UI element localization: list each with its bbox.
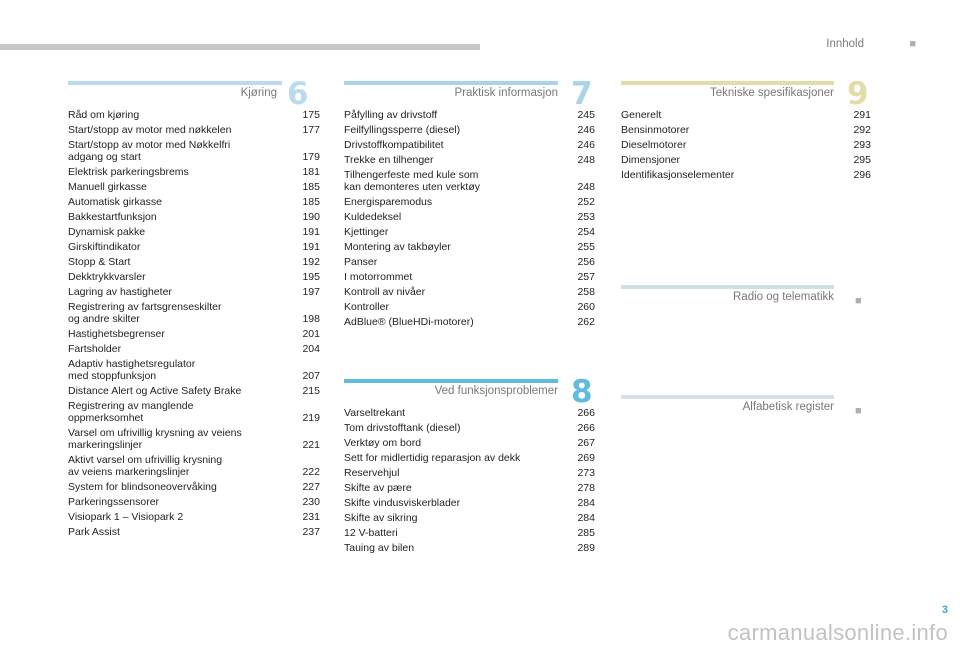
entry-title: Distance Alert og Active Safety Brake [68,385,242,397]
toc-entry[interactable] [344,169,595,193]
toc-entry[interactable] [344,437,595,449]
entry-page: 269 [577,452,595,464]
entry-title: Tom drivstofftank (diesel) [344,422,461,434]
toc-entry[interactable] [68,385,320,397]
entry-title: Skifte vindusviskerblader [344,497,461,509]
section-bar [344,81,558,85]
toc-entry[interactable] [68,286,320,298]
entry-page: 185 [302,196,320,208]
section-bar [621,81,834,85]
toc-entry[interactable] [68,241,320,253]
toc-entry[interactable] [68,109,320,121]
toc-entry[interactable] [68,256,320,268]
entry-title: Trekke en tilhenger [344,154,434,166]
entry-title: Start/stopp av motor med nøkkelen [68,124,232,136]
entry-page: 198 [302,313,320,325]
entry-page: 191 [302,226,320,238]
toc-entry[interactable] [621,109,871,121]
entry-title: Energisparemodus [344,196,433,208]
entry-title: Sett for midlertidig reparasjon av dekk [344,452,521,464]
toc-entry[interactable] [621,154,871,166]
section-dot-icon: ■ [855,405,862,417]
section-bar [621,285,834,289]
entry-title: Montering av takbøyler [344,241,451,253]
entry-page: 248 [577,181,595,193]
entry-page: 262 [577,316,595,328]
section-number: 7 [571,76,593,112]
entry-title: Varsel om ufrivillig krysning av veiens markeringslinjer [68,427,242,451]
entry-page: 289 [577,542,595,554]
entry-title: Park Assist [68,526,120,538]
entry-page: 284 [577,497,595,509]
toc-dot-icon: ■ [909,38,916,50]
page-number: 3 [941,604,948,616]
entry-page: 256 [577,256,595,268]
entry-page: 267 [577,437,595,449]
entry-title: Kontroller [344,301,389,313]
toc-entry[interactable] [68,526,320,538]
section-title[interactable]: Kjøring [240,87,277,99]
entry-page: 177 [302,124,320,136]
entry-page: 197 [302,286,320,298]
section-title[interactable]: Praktisk informasjon [454,87,558,99]
toc-entry[interactable] [344,241,595,253]
entry-title: Generelt [621,109,662,121]
toc-entry[interactable] [68,400,320,424]
section-bar [68,81,282,85]
toc-entry[interactable] [68,166,320,178]
section-number: 9 [847,76,869,112]
toc-entry[interactable] [344,154,595,166]
entry-title: Verktøy om bord [344,437,422,449]
entry-page: 260 [577,301,595,313]
entry-list [68,109,320,541]
section-title[interactable]: Radio og telematikk [733,291,834,303]
entry-title: Kontroll av nivåer [344,286,426,298]
toc-entry[interactable] [344,196,595,208]
entry-page: 237 [302,526,320,538]
entry-title: Påfylling av drivstoff [344,109,438,121]
entry-title: Manuell girkasse [68,181,147,193]
entry-title: Skifte av pære [344,482,412,494]
entry-title: Lagring av hastigheter [68,286,172,298]
entry-page: 245 [577,109,595,121]
toc-entry[interactable] [344,482,595,494]
toc-entry[interactable] [344,542,595,554]
toc-entry[interactable] [68,496,320,508]
toc-entry[interactable] [344,256,595,268]
entry-title: Stopp & Start [68,256,131,268]
entry-page: 227 [302,481,320,493]
entry-title: Bensinmotorer [621,124,690,136]
section-dot-icon: ■ [855,295,862,307]
entry-title: Fartsholder [68,343,122,355]
entry-title: Reservehjul [344,467,400,479]
entry-page: 185 [302,181,320,193]
entry-title: Hastighetsbegrenser [68,328,165,340]
entry-title: Drivstoffkompatibilitet [344,139,444,151]
toc-entry[interactable] [68,139,320,163]
toc-entry[interactable] [68,511,320,523]
entry-title: Registrering av manglende oppmerksomhet [68,400,194,424]
section-title[interactable]: Tekniske spesifikasjoner [709,87,834,99]
entry-page: 204 [302,343,320,355]
toc-entry[interactable] [344,226,595,238]
section-number: 6 [287,76,309,112]
entry-page: 201 [302,328,320,340]
entry-title: Bakkestartfunksjon [68,211,157,223]
entry-title: Varseltrekant [344,407,406,419]
entry-page: 231 [302,511,320,523]
entry-list [344,407,595,557]
entry-title: Dekktrykkvarsler [68,271,146,283]
toc-entry[interactable] [621,139,871,151]
section-bar [344,379,558,383]
toc-entry[interactable] [344,316,595,328]
entry-page: 291 [853,109,871,121]
toc-entry[interactable] [344,467,595,479]
header-bar [0,44,480,50]
toc-entry[interactable] [344,109,595,121]
entry-title: Registrering av fartsgrenseskilter og andre skilter [68,301,222,325]
entry-page: 254 [577,226,595,238]
toc-entry[interactable] [344,527,595,539]
entry-title: Kjettinger [344,226,389,238]
entry-page: 252 [577,196,595,208]
toc-entry[interactable] [344,211,595,223]
entry-page: 284 [577,512,595,524]
entry-title: Råd om kjøring [68,109,140,121]
toc-entry[interactable] [621,169,871,181]
entry-title: Panser [344,256,378,268]
entry-page: 191 [302,241,320,253]
entry-title: System for blindsoneovervåking [68,481,217,493]
entry-title: Tauing av bilen [344,542,415,554]
toc-entry[interactable] [68,481,320,493]
entry-page: 295 [853,154,871,166]
toc-entry[interactable] [344,301,595,313]
toc-entry[interactable] [68,358,320,382]
toc-link[interactable]: Innhold [826,38,864,50]
toc-entry[interactable] [344,422,595,434]
toc-entry[interactable] [68,226,320,238]
entry-title: AdBlue® (BlueHDi-motorer) [344,316,474,328]
toc-entry[interactable] [344,407,595,419]
entry-title: 12 V-batteri [344,527,398,539]
entry-title: Parkeringssensorer [68,496,160,508]
entry-page: 230 [302,496,320,508]
entry-title: Skifte av sikring [344,512,418,524]
entry-page: 246 [577,139,595,151]
entry-page: 181 [302,166,320,178]
toc-entry[interactable] [621,124,871,136]
entry-title: Girskiftindikator [68,241,141,253]
toc-entry[interactable] [68,124,320,136]
entry-title: Feilfyllingssperre (diesel) [344,124,461,136]
entry-page: 192 [302,256,320,268]
entry-title: Dimensjoner [621,154,680,166]
toc-entry[interactable] [68,196,320,208]
entry-title: Dieselmotorer [621,139,687,151]
entry-page: 207 [302,370,320,382]
section-title[interactable]: Ved funksjonsproblemer [434,385,558,397]
toc-entry[interactable] [344,139,595,151]
entry-page: 190 [302,211,320,223]
entry-page: 253 [577,211,595,223]
section-title[interactable]: Alfabetisk register [742,401,834,413]
entry-title: I motorrommet [344,271,413,283]
entry-title: Dynamisk pakke [68,226,146,238]
entry-page: 179 [302,151,320,163]
toc-entry[interactable] [344,497,595,509]
entry-title: Elektrisk parkeringsbrems [68,166,189,178]
watermark: carmanualsonline.info [727,620,948,645]
entry-title: Start/stopp av motor med Nøkkelfri adgang og start [68,139,231,163]
entry-page: 296 [853,169,871,181]
entry-page: 222 [302,466,320,478]
entry-page: 248 [577,154,595,166]
entry-page: 255 [577,241,595,253]
entry-page: 175 [302,109,320,121]
entry-title: Visiopark 1 – Visiopark 2 [68,511,184,523]
entry-page: 258 [577,286,595,298]
entry-list [344,109,595,331]
toc-entry[interactable] [344,452,595,464]
entry-page: 293 [853,139,871,151]
toc-entry[interactable] [344,271,595,283]
entry-title: Adaptiv hastighetsregulator med stoppfunksjon [68,358,196,382]
section-number: 8 [571,374,593,410]
entry-page: 266 [577,407,595,419]
entry-title: Aktivt varsel om ufrivillig krysning av veiens markeringslinjer [68,454,223,478]
section-bar [621,395,834,399]
toc-entry[interactable] [68,454,320,478]
toc-entry[interactable] [68,328,320,340]
entry-page: 219 [302,412,320,424]
entry-page: 246 [577,124,595,136]
entry-page: 221 [302,439,320,451]
toc-entry[interactable] [68,427,320,451]
entry-page: 195 [302,271,320,283]
toc-entry[interactable] [68,181,320,193]
toc-entry[interactable] [68,271,320,283]
toc-entry[interactable] [344,286,595,298]
entry-page: 257 [577,271,595,283]
entry-page: 292 [853,124,871,136]
entry-title: Kuldedeksel [344,211,402,223]
toc-entry[interactable] [68,211,320,223]
entry-page: 266 [577,422,595,434]
entry-page: 278 [577,482,595,494]
entry-title: Identifikasjonselementer [621,169,735,181]
toc-entry[interactable] [344,512,595,524]
entry-title: Tilhengerfeste med kule som kan demonteres uten verktøy [344,169,480,193]
toc-entry[interactable] [344,124,595,136]
entry-page: 285 [577,527,595,539]
entry-page: 273 [577,467,595,479]
entry-page: 215 [302,385,320,397]
toc-entry[interactable] [68,301,320,325]
entry-title: Automatisk girkasse [68,196,162,208]
entry-list [621,109,871,184]
toc-entry[interactable] [68,343,320,355]
